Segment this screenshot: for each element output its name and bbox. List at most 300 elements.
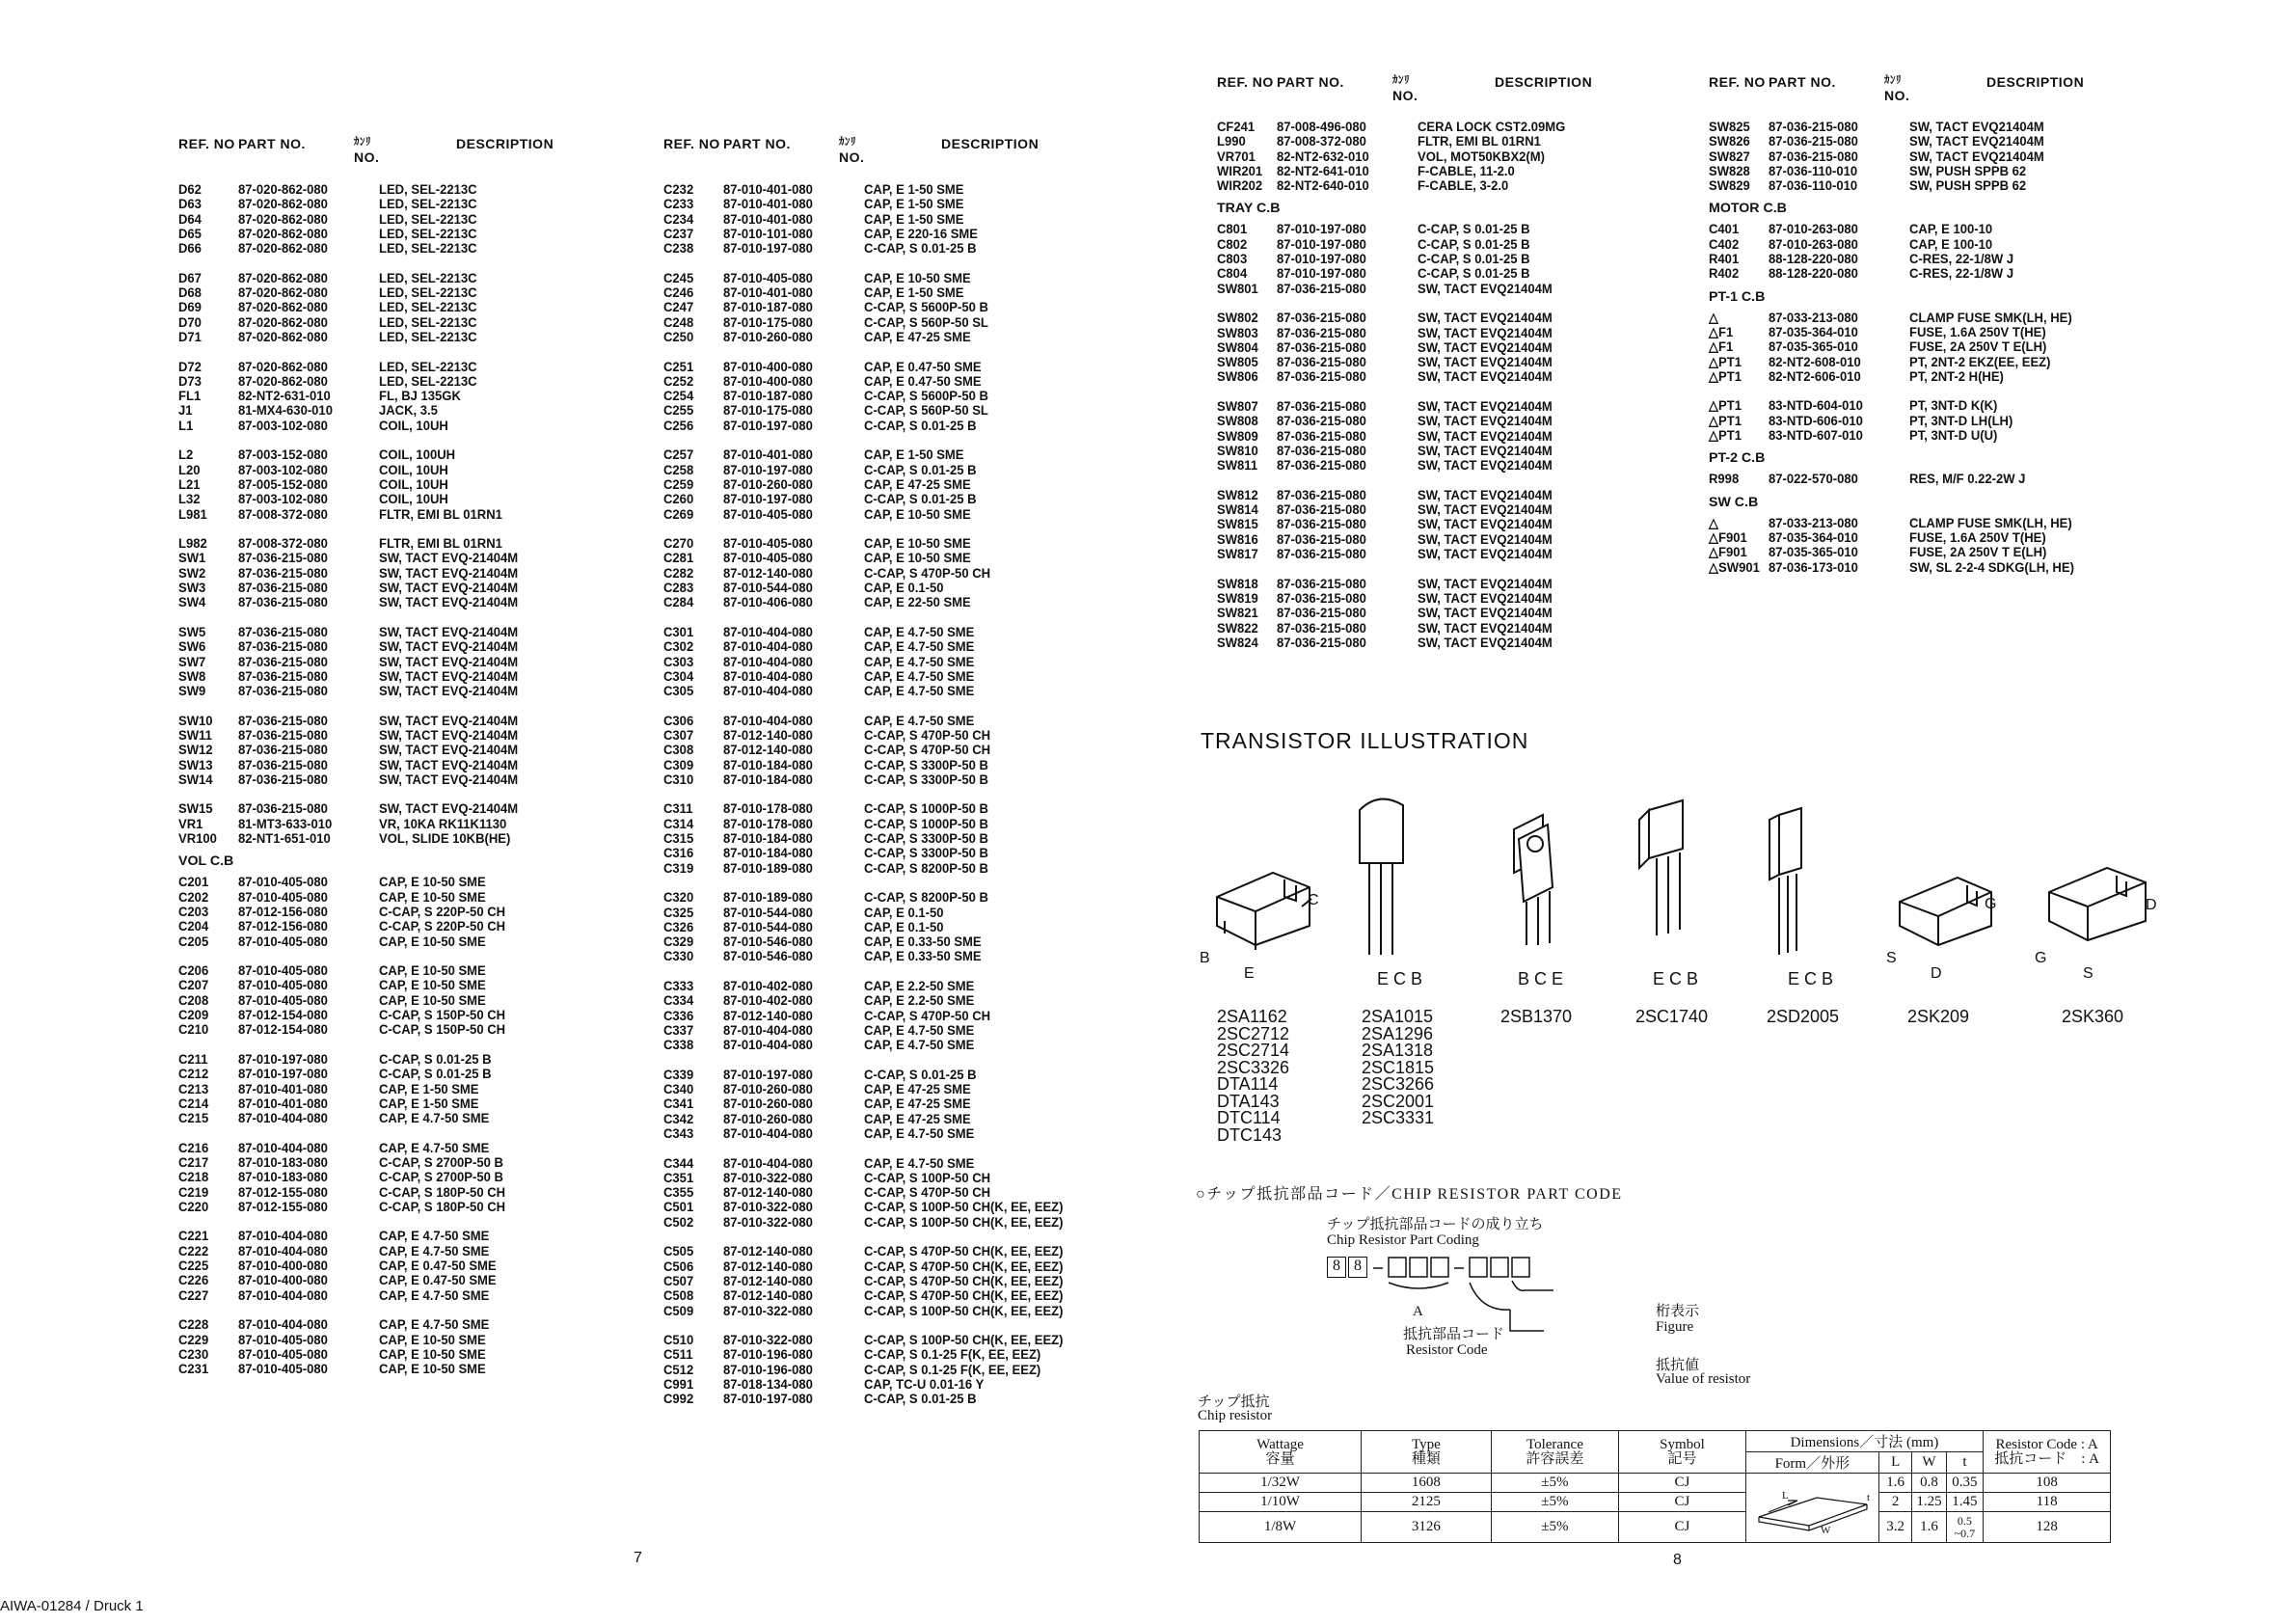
- transistor-part-name: 2SC3331: [1362, 1108, 1435, 1127]
- transistor-group-2: [1362, 1009, 1434, 1127]
- ref-no: △PT1: [1709, 428, 1742, 445]
- part-no: 87-010-178-080: [723, 816, 813, 832]
- part-no: 87-010-196-080: [723, 1347, 813, 1364]
- dim-l-label: L: [1782, 1490, 1790, 1502]
- ref-no: C221: [178, 1229, 209, 1245]
- part-no: 87-010-401-080: [723, 182, 813, 198]
- part-no: 87-010-175-080: [723, 403, 813, 420]
- transistor-group-3: [1500, 1009, 1572, 1026]
- ref-no: SW6: [178, 639, 206, 656]
- description: CAP, E 47-25 SME: [864, 476, 971, 493]
- ref-no: D63: [178, 197, 202, 213]
- description: CAP, E 10-50 SME: [379, 934, 486, 950]
- description: C-CAP, S 1000P-50 B: [864, 801, 988, 818]
- sot23-chip-icon: [1217, 873, 1311, 950]
- description: C-CAP, S 5600P-50 B: [864, 300, 988, 316]
- description: SW, TACT EVQ21404M: [1418, 487, 1553, 503]
- description: CAP, E 10-50 SME: [864, 506, 971, 523]
- description: CAP, E 4.7-50 SME: [864, 713, 975, 729]
- description: SW, PUSH SPPB 62: [1909, 178, 2027, 195]
- description: SW, TACT EVQ21404M: [1418, 428, 1553, 445]
- row-gap: [663, 434, 1078, 448]
- ref-no: L2: [178, 447, 194, 464]
- table-row: [178, 228, 583, 242]
- description: CAP, E 0.47-50 SME: [379, 1259, 497, 1275]
- description: CAP, E 2.2-50 SME: [864, 993, 975, 1010]
- part-no: 87-036-215-080: [238, 624, 328, 640]
- transistor-part-name: DTC143: [1217, 1124, 1283, 1145]
- ref-no: △PT1: [1709, 354, 1742, 370]
- parts-list-col3: [1217, 121, 1622, 651]
- row-gap: [1709, 385, 2123, 399]
- description: LED, SEL-2213C: [379, 359, 477, 375]
- table-row: [178, 390, 583, 404]
- part-no: 81-MT3-633-010: [238, 816, 333, 832]
- table-row: [1217, 459, 1622, 474]
- table-row: [1217, 121, 1622, 135]
- ref-no: SW3: [178, 581, 206, 597]
- table-row: [1709, 399, 2123, 414]
- table-row: [663, 1289, 1078, 1304]
- ref-no: L981: [178, 506, 207, 523]
- ref-no: C508: [663, 1288, 694, 1305]
- part-no: 82-NT2-640-010: [1277, 178, 1369, 195]
- table-row: [178, 832, 583, 847]
- description: C-CAP, S 5600P-50 B: [864, 389, 988, 405]
- table-row: [178, 301, 583, 315]
- part-no: 87-035-365-010: [1769, 545, 1858, 561]
- description: CAP, E 4.7-50 SME: [864, 639, 975, 656]
- ref-no: WIR202: [1217, 178, 1263, 195]
- ref-no: C344: [663, 1155, 694, 1172]
- row-gap: [1217, 386, 1622, 400]
- row-gap: [178, 1304, 583, 1318]
- ref-no: SW14: [178, 771, 213, 788]
- part-no: 87-010-322-080: [723, 1200, 813, 1216]
- sot-fet-chip-icon: [1900, 878, 1991, 945]
- table-row: [663, 994, 1078, 1009]
- description: LED, SEL-2213C: [379, 285, 477, 302]
- table-row: [663, 759, 1078, 773]
- table-row: [178, 198, 583, 212]
- ref-no: C804: [1217, 266, 1248, 283]
- part-no: 87-036-110-010: [1769, 178, 1858, 195]
- part-no: 87-020-862-080: [238, 182, 328, 198]
- part-no: 87-010-197-080: [238, 1051, 328, 1068]
- ref-no: SW819: [1217, 590, 1258, 607]
- ref-no: C303: [663, 654, 694, 670]
- table-row: [1217, 578, 1622, 592]
- ref-no: L20: [178, 462, 201, 478]
- part-no: 87-012-140-080: [723, 565, 813, 582]
- section-title: PT-2 C.B: [1709, 450, 1766, 467]
- description: FL, BJ 135GK: [379, 389, 461, 405]
- row-gap: [1217, 474, 1622, 489]
- table-row: [178, 1097, 583, 1112]
- section-heading: [178, 847, 583, 876]
- ref-no: SW9: [178, 684, 206, 700]
- table-row: [1217, 636, 1622, 651]
- row-gap: [178, 611, 583, 626]
- part-no: 87-010-178-080: [723, 801, 813, 818]
- table-row: [178, 729, 583, 744]
- part-no: 87-036-215-080: [1277, 487, 1366, 503]
- dim-w-label: W: [1821, 1525, 1831, 1536]
- table-row: [663, 626, 1078, 640]
- row-gap: [178, 523, 583, 537]
- description: CAP, E 10-50 SME: [379, 1362, 486, 1378]
- pin-d-label-2: D: [2146, 897, 2157, 913]
- part-no: 87-010-404-080: [238, 1229, 328, 1245]
- part-no: 87-020-862-080: [238, 300, 328, 316]
- part-no: 87-010-184-080: [723, 846, 813, 862]
- cell: 128: [1984, 1512, 2111, 1543]
- table-row: [178, 493, 583, 507]
- ref-no: C245: [663, 270, 694, 286]
- description: SW, TACT EVQ-21404M: [379, 551, 519, 567]
- table-row: [663, 907, 1078, 921]
- ref-no: C213: [178, 1081, 209, 1097]
- part-no: 87-010-405-080: [723, 551, 813, 567]
- description: SW, TACT EVQ-21404M: [379, 743, 519, 759]
- header-col2: [663, 135, 1068, 174]
- to92-transistor-icon: [1360, 799, 1403, 955]
- ref-no: SW824: [1217, 635, 1258, 651]
- description: CAP, E 10-50 SME: [379, 875, 486, 891]
- description: C-CAP, S 100P-50 CH: [864, 1170, 991, 1186]
- chip-coding-jp: チップ抵抗部品コードの成り立ち: [1327, 1217, 1544, 1232]
- w-header: W: [1912, 1452, 1946, 1474]
- row-gap: [663, 1319, 1078, 1334]
- part-no: 87-010-405-080: [238, 934, 328, 950]
- table-row: [663, 685, 1078, 699]
- table-row: [1709, 370, 2123, 385]
- part-no: 87-010-406-080: [723, 595, 813, 611]
- part-no: 87-010-405-080: [723, 536, 813, 553]
- cell: 0.8: [1912, 1474, 1946, 1493]
- part-no: 87-035-365-010: [1769, 339, 1858, 356]
- part-no: 82-NT2-608-010: [1769, 354, 1861, 370]
- table-row: [1217, 548, 1622, 562]
- row-gap: [663, 1231, 1078, 1245]
- ref-no: C302: [663, 639, 694, 656]
- description: SW, TACT EVQ21404M: [1418, 517, 1553, 533]
- part-no: 87-033-213-080: [1769, 310, 1858, 326]
- ref-no: SW806: [1217, 369, 1258, 386]
- section-heading: [1709, 283, 2123, 311]
- description: FLTR, EMI BL 01RN1: [379, 536, 502, 553]
- description: LED, SEL-2213C: [379, 314, 477, 331]
- table-row: [663, 242, 1078, 257]
- ref-no: C340: [663, 1082, 694, 1098]
- part-no: 87-010-322-080: [723, 1303, 813, 1319]
- ref-no: C505: [663, 1244, 694, 1260]
- part-no: 87-036-110-010: [1769, 163, 1858, 179]
- description: JACK, 3.5: [379, 403, 438, 420]
- part-no: 87-012-140-080: [723, 1259, 813, 1275]
- ref-no: SW821: [1217, 606, 1258, 622]
- table-row: [663, 1127, 1078, 1142]
- description: RES, M/F 0.22-2W J: [1909, 472, 2026, 488]
- part-no: 87-036-215-080: [1277, 620, 1366, 636]
- ref-no: C210: [178, 1022, 209, 1039]
- section-heading: [1709, 194, 2123, 223]
- table-row: [178, 1068, 583, 1082]
- table-row: [178, 773, 583, 788]
- description: C-CAP, S 0.01-25 B: [1418, 236, 1530, 253]
- table-row: [663, 1083, 1078, 1097]
- part-no: 87-010-197-080: [1277, 266, 1366, 283]
- ref-no: C238: [663, 241, 694, 257]
- part-no: 87-010-404-080: [723, 624, 813, 640]
- ref-no: C309: [663, 757, 694, 773]
- part-no: 87-010-184-080: [723, 831, 813, 848]
- section-title: PT-1 C.B: [1709, 288, 1766, 305]
- description: C-CAP, S 470P-50 CH(K, EE, EEZ): [864, 1288, 1064, 1305]
- table-row: [1200, 1512, 2111, 1543]
- part-no: 87-036-215-080: [1277, 547, 1366, 563]
- ref-no: C232: [663, 182, 694, 198]
- row-gap: [663, 965, 1078, 980]
- ref-no: C222: [178, 1243, 209, 1259]
- pin-s-label-2: S: [2083, 965, 2093, 982]
- part-no: 87-010-197-080: [723, 462, 813, 478]
- ref-no: C252: [663, 373, 694, 390]
- description: SW, TACT EVQ-21404M: [379, 639, 519, 656]
- description: C-CAP, S 470P-50 CH: [864, 743, 991, 759]
- description: CAP, E 4.7-50 SME: [864, 654, 975, 670]
- table-row: [178, 213, 583, 228]
- part-no: 87-010-187-080: [723, 389, 813, 405]
- cell: 0.5 ~0.7: [1946, 1512, 1984, 1543]
- ref-no: C501: [663, 1200, 694, 1216]
- ref-no: D68: [178, 285, 202, 302]
- ref-no: L982: [178, 536, 207, 553]
- part-no: 87-020-862-080: [238, 241, 328, 257]
- ref-no: C215: [178, 1111, 209, 1127]
- part-no: 87-036-215-080: [1769, 120, 1858, 135]
- sot-fet-chip-icon-2: [2049, 868, 2146, 940]
- part-no: 87-018-134-080: [723, 1377, 813, 1394]
- pins-to220: BCE: [1518, 969, 1569, 988]
- description: SW, TACT EVQ21404M: [1418, 355, 1553, 371]
- ref-no: SW826: [1709, 134, 1750, 150]
- description: SW, TACT EVQ-21404M: [379, 771, 519, 788]
- part-no: 87-036-173-010: [1769, 559, 1858, 576]
- table-row: [1217, 533, 1622, 548]
- part-no: 87-036-215-080: [1277, 414, 1366, 430]
- part-no: 87-036-215-080: [238, 727, 328, 744]
- ref-no: C510: [663, 1333, 694, 1349]
- table-row: [1217, 592, 1622, 607]
- part-no: 87-010-405-080: [238, 875, 328, 891]
- description: CAP, E 1-50 SME: [864, 197, 964, 213]
- part-no: 87-033-213-080: [1769, 515, 1858, 531]
- table-row: [178, 640, 583, 655]
- resistor-code-header: Resistor Code : A: [1995, 1436, 2098, 1452]
- row-gap: [663, 611, 1078, 626]
- part-no: 87-010-184-080: [723, 771, 813, 788]
- part-no: 87-010-260-080: [723, 1111, 813, 1127]
- part-no: 87-036-215-080: [1277, 502, 1366, 519]
- kana-no-header: NO.: [839, 149, 865, 165]
- description: C-CAP, S 1000P-50 B: [864, 816, 988, 832]
- ref-no: C336: [663, 1008, 694, 1024]
- table-row: [1709, 238, 2123, 253]
- ref-no: SW5: [178, 624, 206, 640]
- ref-no: C202: [178, 889, 209, 906]
- part-no: 87-036-215-080: [238, 771, 328, 788]
- description: C-CAP, S 0.01-25 B: [379, 1051, 492, 1068]
- ref-no: C270: [663, 536, 694, 553]
- transistor-part-name: 2SC1815: [1362, 1057, 1435, 1077]
- part-no: 81-MX4-630-010: [238, 403, 333, 420]
- part-no: 87-003-102-080: [238, 462, 328, 478]
- part-no: 87-012-154-080: [238, 1008, 328, 1024]
- ref-no: C311: [663, 801, 693, 818]
- description: C-CAP, S 0.1-25 F(K, EE, EEZ): [864, 1347, 1041, 1364]
- table-row: [1217, 622, 1622, 636]
- description: CAP, E 100-10: [1909, 222, 1993, 238]
- table-row: [663, 1305, 1078, 1319]
- ref-no: C205: [178, 934, 209, 950]
- transistor-part-name: 2SC2712: [1217, 1023, 1290, 1043]
- description: CAP, E 0.33-50 SME: [864, 949, 982, 965]
- ref-no: C226: [178, 1273, 209, 1289]
- part-no-header: PART NO.: [238, 136, 306, 151]
- description: LED, SEL-2213C: [379, 241, 477, 257]
- ref-no: SW812: [1217, 487, 1258, 503]
- description: VR, 10KA RK11K1130: [379, 816, 507, 832]
- part-no: 87-036-215-080: [1769, 134, 1858, 150]
- wattage-header-jp: 容量: [1265, 1450, 1295, 1467]
- part-no: 87-008-372-080: [238, 506, 328, 523]
- ref-no: C991: [663, 1377, 694, 1394]
- table-row: [178, 316, 583, 331]
- ref-no: C305: [663, 684, 694, 700]
- ref-no: J1: [178, 403, 193, 420]
- table-row: [178, 361, 583, 375]
- description: SW, TACT EVQ21404M: [1418, 369, 1553, 386]
- description: SW, TACT EVQ21404M: [1418, 414, 1553, 430]
- table-row: [663, 464, 1078, 478]
- description: C-CAP, S 0.01-25 B: [864, 1392, 977, 1408]
- cell: 3.2: [1878, 1512, 1911, 1543]
- description: PT, 3NT-D K(K): [1909, 398, 1998, 415]
- description: SW, TACT EVQ21404M: [1418, 311, 1553, 327]
- part-no: 87-012-155-080: [238, 1199, 328, 1215]
- description: CAP, E 1-50 SME: [864, 285, 964, 302]
- table-row: [178, 1156, 583, 1171]
- section-title: SW C.B: [1709, 494, 1759, 510]
- section-title: TRAY C.B: [1217, 201, 1281, 217]
- description: SW, TACT EVQ-21404M: [379, 684, 519, 700]
- ref-no: △F901: [1709, 529, 1747, 546]
- part-no: 87-022-570-080: [1769, 472, 1858, 488]
- resistor-code-header-jp: 抵抗コード : A: [1994, 1450, 2099, 1467]
- row-gap: [663, 1142, 1078, 1156]
- part-no: 87-003-102-080: [238, 492, 328, 508]
- part-no: 87-036-215-080: [1277, 311, 1366, 327]
- table-row: [663, 1348, 1078, 1363]
- part-no: 87-020-862-080: [238, 329, 328, 345]
- part-no: 87-010-404-080: [723, 713, 813, 729]
- cell: ±5%: [1491, 1512, 1619, 1543]
- part-no: 87-010-187-080: [723, 300, 813, 316]
- description: C-CAP, S 560P-50 SL: [864, 403, 988, 420]
- part-no: 83-NTD-606-010: [1769, 413, 1863, 429]
- description: CAP, E 47-25 SME: [864, 329, 971, 345]
- part-no: 83-NTD-604-010: [1769, 398, 1863, 415]
- cell: 1.45: [1946, 1493, 1984, 1512]
- table-row: [178, 964, 583, 979]
- table-row: [663, 847, 1078, 861]
- table-row: [663, 1378, 1078, 1393]
- table-row: [1217, 283, 1622, 297]
- table-row: [178, 1142, 583, 1156]
- table-row: [178, 478, 583, 493]
- row-gap: [663, 257, 1078, 271]
- chip-resistor-en: Chip resistor: [1198, 1408, 1273, 1423]
- table-row: [663, 1364, 1078, 1378]
- description: CAP, E 4.7-50 SME: [864, 1155, 975, 1172]
- part-no: 87-020-862-080: [238, 314, 328, 331]
- description: SW, TACT EVQ21404M: [1418, 325, 1553, 341]
- table-row: [178, 448, 583, 463]
- ref-no: R998: [1709, 472, 1740, 488]
- transistor-group-4: [1635, 1009, 1708, 1026]
- part-no: 87-036-215-080: [1277, 428, 1366, 445]
- row-gap: [178, 1215, 583, 1230]
- table-row: [1709, 340, 2123, 355]
- type-header: Type: [1411, 1436, 1441, 1452]
- description: SW, TACT EVQ21404M: [1909, 149, 2044, 165]
- part-no: 87-010-197-080: [723, 1392, 813, 1408]
- chip-resistor-table: [1199, 1430, 2111, 1543]
- part-no: 87-010-189-080: [723, 890, 813, 907]
- description: CAP, E 4.7-50 SME: [864, 668, 975, 685]
- table-row: [663, 950, 1078, 964]
- pin-b-label: B: [1200, 950, 1210, 966]
- part-no: 87-005-152-080: [238, 476, 328, 493]
- ref-no: C511: [663, 1347, 693, 1364]
- table-row: [663, 508, 1078, 523]
- table-row: [663, 1216, 1078, 1231]
- description: CAP, E 10-50 SME: [864, 536, 971, 553]
- resistor-code-jp: 抵抗部品コード: [1403, 1327, 1505, 1342]
- pin-e-label: E: [1244, 965, 1255, 982]
- table-row: [1200, 1493, 2111, 1512]
- cell: 1/8W: [1200, 1512, 1362, 1543]
- table-row: [663, 818, 1078, 832]
- description: FUSE, 2A 250V T E(LH): [1909, 545, 2047, 561]
- description: SW, TACT EVQ-21404M: [379, 654, 519, 670]
- ref-no: C314: [663, 816, 694, 832]
- description-header: DESCRIPTION: [456, 136, 554, 151]
- section-heading: [1709, 444, 2123, 473]
- part-no: 87-010-322-080: [723, 1170, 813, 1186]
- table-row: [178, 685, 583, 699]
- part-no: 87-010-402-080: [723, 993, 813, 1010]
- transistor-part-name: DTC114: [1217, 1108, 1281, 1127]
- part-no: 87-020-862-080: [238, 285, 328, 302]
- part-no: 87-010-405-080: [723, 270, 813, 286]
- ref-no: SW809: [1217, 428, 1258, 445]
- table-row: [663, 862, 1078, 877]
- kana-no-header: NO.: [1884, 88, 1910, 103]
- description: CAP, E 10-50 SME: [379, 889, 486, 906]
- transistor-part-name: 2SC2714: [1217, 1041, 1290, 1060]
